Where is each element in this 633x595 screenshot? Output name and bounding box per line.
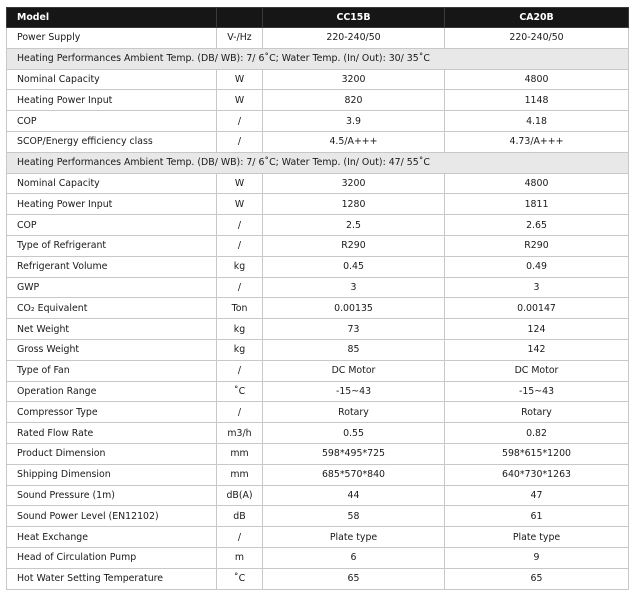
row-value-a: Plate type: [263, 527, 445, 548]
row-unit: /: [217, 111, 263, 132]
row-value-a: 58: [263, 506, 445, 527]
row-value-a: 73: [263, 319, 445, 340]
table-row: [7, 235, 629, 256]
row-label: SCOP/Energy efficiency class: [7, 131, 217, 152]
table-row: [7, 277, 629, 298]
row-value-b: R290: [445, 235, 629, 256]
row-value-a: 3: [263, 277, 445, 298]
row-value-a: 65: [263, 568, 445, 589]
row-label: Gross Weight: [7, 339, 217, 360]
table-row: [7, 173, 629, 194]
table-row: [7, 111, 629, 132]
row-unit: dB: [217, 506, 263, 527]
row-value-a: 3200: [263, 173, 445, 194]
row-label: Operation Range: [7, 381, 217, 402]
row-value-b: 65: [445, 568, 629, 589]
row-value-b: -15~43: [445, 381, 629, 402]
row-value-b: 4800: [445, 69, 629, 90]
row-label: Rated Flow Rate: [7, 423, 217, 444]
row-value-b: 9: [445, 547, 629, 568]
row-value-b: 1148: [445, 90, 629, 111]
row-value-a: 3200: [263, 69, 445, 90]
row-label: Nominal Capacity: [7, 173, 217, 194]
row-value-b: 2.65: [445, 215, 629, 236]
row-value-a: 1280: [263, 194, 445, 215]
row-unit: /: [217, 131, 263, 152]
row-value-b: 220-240/50: [445, 28, 629, 49]
row-value-b: 0.00147: [445, 298, 629, 319]
table-row: [7, 339, 629, 360]
row-label: Compressor Type: [7, 402, 217, 423]
header-unit: [217, 8, 263, 28]
row-value-a: 6: [263, 547, 445, 568]
row-label: Power Supply: [7, 28, 217, 49]
row-value-a: R290: [263, 235, 445, 256]
row-unit: /: [217, 402, 263, 423]
table-row: [7, 69, 629, 90]
row-value-a: 0.00135: [263, 298, 445, 319]
row-unit: kg: [217, 339, 263, 360]
table-row: [7, 402, 629, 423]
row-label: Type of Refrigerant: [7, 235, 217, 256]
row-value-b: 598*615*1200: [445, 443, 629, 464]
row-value-b: DC Motor: [445, 360, 629, 381]
table-row: [7, 360, 629, 381]
row-label: Refrigerant Volume: [7, 256, 217, 277]
row-value-b: 4.73/A+++: [445, 131, 629, 152]
table-row: [7, 506, 629, 527]
row-label: COP: [7, 111, 217, 132]
row-unit: /: [217, 215, 263, 236]
table-row: [7, 194, 629, 215]
row-label: Head of Circulation Pump: [7, 547, 217, 568]
row-value-b: 0.82: [445, 423, 629, 444]
header-model-b: CA20B: [445, 8, 629, 28]
table-row: [7, 568, 629, 589]
table-row: [7, 28, 629, 49]
row-unit: dB(A): [217, 485, 263, 506]
row-unit: /: [217, 527, 263, 548]
row-value-a: 0.55: [263, 423, 445, 444]
row-value-b: 47: [445, 485, 629, 506]
row-value-a: 685*570*840: [263, 464, 445, 485]
row-label: GWP: [7, 277, 217, 298]
row-unit: ˚C: [217, 568, 263, 589]
row-value-a: 0.45: [263, 256, 445, 277]
row-unit: W: [217, 69, 263, 90]
row-unit: W: [217, 194, 263, 215]
section-label: Heating Performances Ambient Temp. (DB/ WB): 7/ 6˚C; Water Temp. (In/ Out): 30/ 35˚C: [7, 48, 629, 69]
row-unit: V-/Hz: [217, 28, 263, 49]
row-value-a: Rotary: [263, 402, 445, 423]
header-model: Model: [7, 8, 217, 28]
row-label: Product Dimension: [7, 443, 217, 464]
table-row: [7, 381, 629, 402]
table-row: [7, 131, 629, 152]
section-header-row: [7, 48, 629, 69]
header-model-a: CC15B: [263, 8, 445, 28]
row-unit: W: [217, 90, 263, 111]
row-value-b: 124: [445, 319, 629, 340]
row-label: Sound Pressure (1m): [7, 485, 217, 506]
row-label: Nominal Capacity: [7, 69, 217, 90]
row-unit: Ton: [217, 298, 263, 319]
row-label: Net Weight: [7, 319, 217, 340]
row-value-b: 3: [445, 277, 629, 298]
row-value-b: 4.18: [445, 111, 629, 132]
row-label: Heating Power Input: [7, 90, 217, 111]
row-label: Sound Power Level (EN12102): [7, 506, 217, 527]
table-row: [7, 319, 629, 340]
row-unit: W: [217, 173, 263, 194]
table-row: [7, 215, 629, 236]
row-value-a: 85: [263, 339, 445, 360]
row-unit: kg: [217, 319, 263, 340]
row-value-a: 4.5/A+++: [263, 131, 445, 152]
table-row: [7, 464, 629, 485]
row-unit: mm: [217, 443, 263, 464]
table-row: [7, 527, 629, 548]
row-value-a: DC Motor: [263, 360, 445, 381]
row-unit: m: [217, 547, 263, 568]
row-label: CO₂ Equivalent: [7, 298, 217, 319]
header-row: [7, 8, 629, 28]
row-unit: mm: [217, 464, 263, 485]
table-row: [7, 547, 629, 568]
row-value-a: 220-240/50: [263, 28, 445, 49]
row-unit: /: [217, 360, 263, 381]
row-unit: ˚C: [217, 381, 263, 402]
row-unit: kg: [217, 256, 263, 277]
row-value-b: 142: [445, 339, 629, 360]
row-unit: m3/h: [217, 423, 263, 444]
row-label: COP: [7, 215, 217, 236]
row-value-b: Rotary: [445, 402, 629, 423]
row-value-a: -15~43: [263, 381, 445, 402]
table-row: [7, 256, 629, 277]
row-value-a: 2.5: [263, 215, 445, 236]
row-value-b: 640*730*1263: [445, 464, 629, 485]
row-value-a: 598*495*725: [263, 443, 445, 464]
row-value-a: 820: [263, 90, 445, 111]
spec-table-container: [6, 7, 628, 590]
spec-table: [6, 7, 629, 590]
section-header-row: [7, 152, 629, 173]
table-row: [7, 90, 629, 111]
row-value-b: 61: [445, 506, 629, 527]
row-label: Type of Fan: [7, 360, 217, 381]
row-label: Heating Power Input: [7, 194, 217, 215]
spec-table-body: [7, 28, 629, 590]
row-value-a: 3.9: [263, 111, 445, 132]
row-label: Heat Exchange: [7, 527, 217, 548]
row-value-b: 1811: [445, 194, 629, 215]
section-label: Heating Performances Ambient Temp. (DB/ WB): 7/ 6˚C; Water Temp. (In/ Out): 47/ 55˚C: [7, 152, 629, 173]
row-label: Hot Water Setting Temperature: [7, 568, 217, 589]
row-value-b: 0.49: [445, 256, 629, 277]
row-value-a: 44: [263, 485, 445, 506]
row-value-b: Plate type: [445, 527, 629, 548]
row-label: Shipping Dimension: [7, 464, 217, 485]
table-row: [7, 423, 629, 444]
row-unit: /: [217, 235, 263, 256]
row-value-b: 4800: [445, 173, 629, 194]
row-unit: /: [217, 277, 263, 298]
table-row: [7, 443, 629, 464]
table-row: [7, 298, 629, 319]
table-row: [7, 485, 629, 506]
